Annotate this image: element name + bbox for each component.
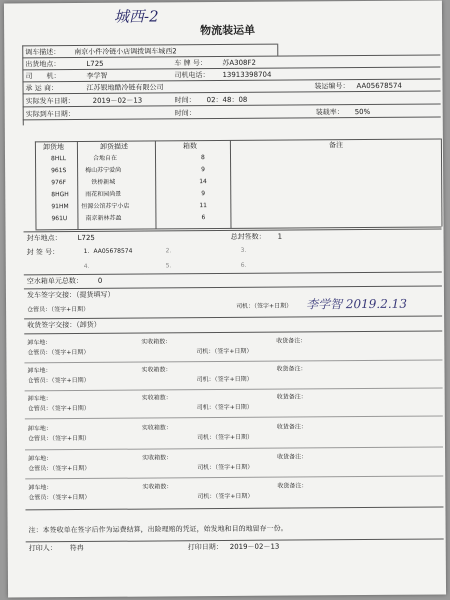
keeper-sign-label: 仓管员：（签字+日期） (27, 404, 90, 413)
handover-title: 发车签字交接：（提货填写） (26, 290, 115, 300)
route-value: 南京小件冷链小店调拨调车城西2 (74, 47, 177, 57)
print-date-label: 打印日期： (187, 543, 223, 552)
receive-note-label: 收货备注： (276, 393, 307, 401)
driver-sign-label: 司机：（签字+日期） (196, 403, 253, 412)
driver-value: 李学智 (86, 71, 108, 80)
row-desc: 铁桥新城 (91, 178, 116, 186)
keeper-sign-label: 仓管员：（签字+日期） (27, 348, 90, 357)
row-code: 91HM (51, 203, 69, 211)
row-qty: 11 (199, 202, 208, 210)
col-header-desc: 卸货描述 (99, 142, 128, 151)
row-desc: 南京新林苏盈 (85, 214, 122, 222)
driver-sign-label: 司机：（签字+日期） (196, 375, 253, 384)
table-row (35, 177, 225, 189)
phone-label: 司机电话： (174, 71, 210, 80)
seal-number-label: 封 签 号： (26, 248, 60, 257)
empty-boxes-label: 空水箱单元总数： (26, 276, 83, 286)
table-row (35, 153, 225, 165)
unload-place-label: 卸车地： (27, 425, 52, 433)
received-boxes-label: 实收箱数： (141, 394, 172, 402)
driver-sign-label: 司机：（签字+日期） (236, 302, 293, 310)
seal-no-value: AA05678574 (356, 81, 402, 91)
seal-number-5: 5． (165, 262, 176, 270)
seal-no-label: 装运编号： (314, 82, 350, 91)
received-boxes-label: 实收箱数： (141, 366, 172, 374)
keeper-sign-label: 仓管员：（签字+日期） (27, 376, 90, 385)
row-code: 961U (51, 215, 68, 223)
actual-depart-date: 2019－02－13 (92, 96, 143, 105)
driver-sign-label: 司机：（签字+日期） (197, 463, 254, 472)
receive-note-label: 收货备注： (276, 365, 307, 373)
depart-time: 02：48：08 (206, 95, 248, 105)
keeper-sign-label: 仓管员：（签字+日期） (28, 493, 91, 502)
empty-boxes-value: 0 (97, 276, 103, 285)
unload-place-label: 卸车地： (27, 339, 52, 347)
receive-title: 收货签字交接：（卸货） (27, 320, 101, 330)
table-row (35, 201, 225, 213)
row-qty: 6 (201, 214, 206, 222)
received-boxes-label: 实收箱数： (141, 338, 172, 346)
depart-time-label: 时间： (174, 96, 196, 105)
dispatch-value: L725 (86, 59, 104, 68)
row-desc: 雨花和园尚景 (85, 190, 122, 198)
receive-note-label: 收货备注： (276, 423, 307, 431)
seal-number-3: 3． (240, 246, 251, 254)
row-qty: 9 (201, 166, 205, 174)
row-desc: 梅山苏宁爱尚 (85, 166, 122, 174)
carrier-value: 江苏银地酷冷链有限公司 (86, 83, 164, 92)
unload-place-label: 卸车地： (27, 367, 52, 375)
load-rate-label: 装载率： (315, 108, 344, 117)
row-qty: 8 (200, 154, 205, 162)
row-desc: 恒源公馆苏宁小店 (81, 202, 130, 211)
row-desc: 合地自在 (92, 154, 118, 162)
driver-signature: 李学智 2019.2.13 (305, 296, 407, 312)
received-boxes-label: 实收箱数： (142, 454, 173, 462)
table-row (35, 213, 225, 225)
seal-place-value: L725 (77, 233, 95, 243)
actual-depart-label: 实际发车日期： (25, 97, 75, 106)
col-header-qty: 箱数 (182, 142, 197, 151)
seal-number-1: 1．AA05678574 (83, 247, 133, 255)
seal-number-2: 2． (165, 247, 176, 255)
seal-total-value: 1 (277, 232, 283, 241)
table-row (35, 189, 225, 201)
row-code: 8HGH (51, 191, 69, 199)
driver-sign-label: 司机：（签字+日期） (196, 347, 253, 356)
row-code: 961S (51, 167, 67, 175)
carrier-label: 承 运 商： (25, 84, 59, 93)
unload-place-label: 卸车地： (28, 455, 53, 463)
receive-note-label: 收货备注： (277, 482, 308, 490)
handwritten-note: 城西-2 (113, 7, 159, 26)
row-qty: 14 (199, 178, 207, 186)
footer-note: 注：本签收单在签字后作为运费结算，出险理赔的凭证，始发地和目的地留存一份。 (28, 524, 288, 535)
driver-sign-label: 司机：（签字+日期） (196, 433, 254, 442)
plate-value: 苏A308F2 (222, 58, 257, 68)
received-boxes-label: 实收箱数： (142, 483, 173, 491)
received-boxes-label: 实收箱数： (141, 424, 172, 432)
driver-label: 司 机： (25, 72, 61, 81)
phone-value: 13913398704 (222, 70, 272, 80)
table-row (35, 165, 225, 177)
receive-note-label: 收货备注： (276, 337, 307, 345)
form-title: 物流装运单 (200, 23, 256, 38)
shipping-form (4, 0, 446, 597)
print-date-value: 2019－02－13 (229, 542, 280, 551)
seal-place-label: 封车地点： (26, 234, 62, 243)
row-code: 8HLL (50, 155, 67, 163)
receive-note-label: 收货备注： (277, 453, 308, 461)
route-label: 调车描述： (25, 48, 61, 57)
keeper-sign-label: 仓管员：（签字+日期） (28, 464, 91, 473)
unload-place-label: 卸车地： (28, 484, 53, 492)
keeper-sign-label: 仓管员：（签字+日期） (27, 434, 91, 443)
seal-total-label: 总封签数： (230, 232, 266, 241)
col-header-remark: 备注 (328, 141, 343, 150)
seal-number-6: 6． (240, 261, 251, 269)
row-qty: 9 (201, 190, 206, 198)
load-rate-value: 50% (354, 107, 371, 117)
arrive-time-label: 时间： (174, 109, 196, 118)
row-code: 976F (51, 179, 67, 187)
keeper-sign-label: 仓管员：（签字+日期） (27, 305, 90, 314)
printer-value: 符冉 (69, 543, 84, 553)
driver-sign-label: 司机：（签字+日期） (197, 492, 254, 501)
actual-arrive-label: 实际到车日期： (25, 110, 75, 119)
dispatch-label: 出货地点： (25, 60, 61, 69)
unload-place-label: 卸车地： (27, 395, 52, 403)
col-header-dest: 卸货地 (42, 143, 64, 152)
plate-label: 车 牌 号： (174, 59, 207, 68)
seal-number-4: 4． (83, 262, 94, 270)
printer-label: 打印人： (28, 544, 57, 553)
